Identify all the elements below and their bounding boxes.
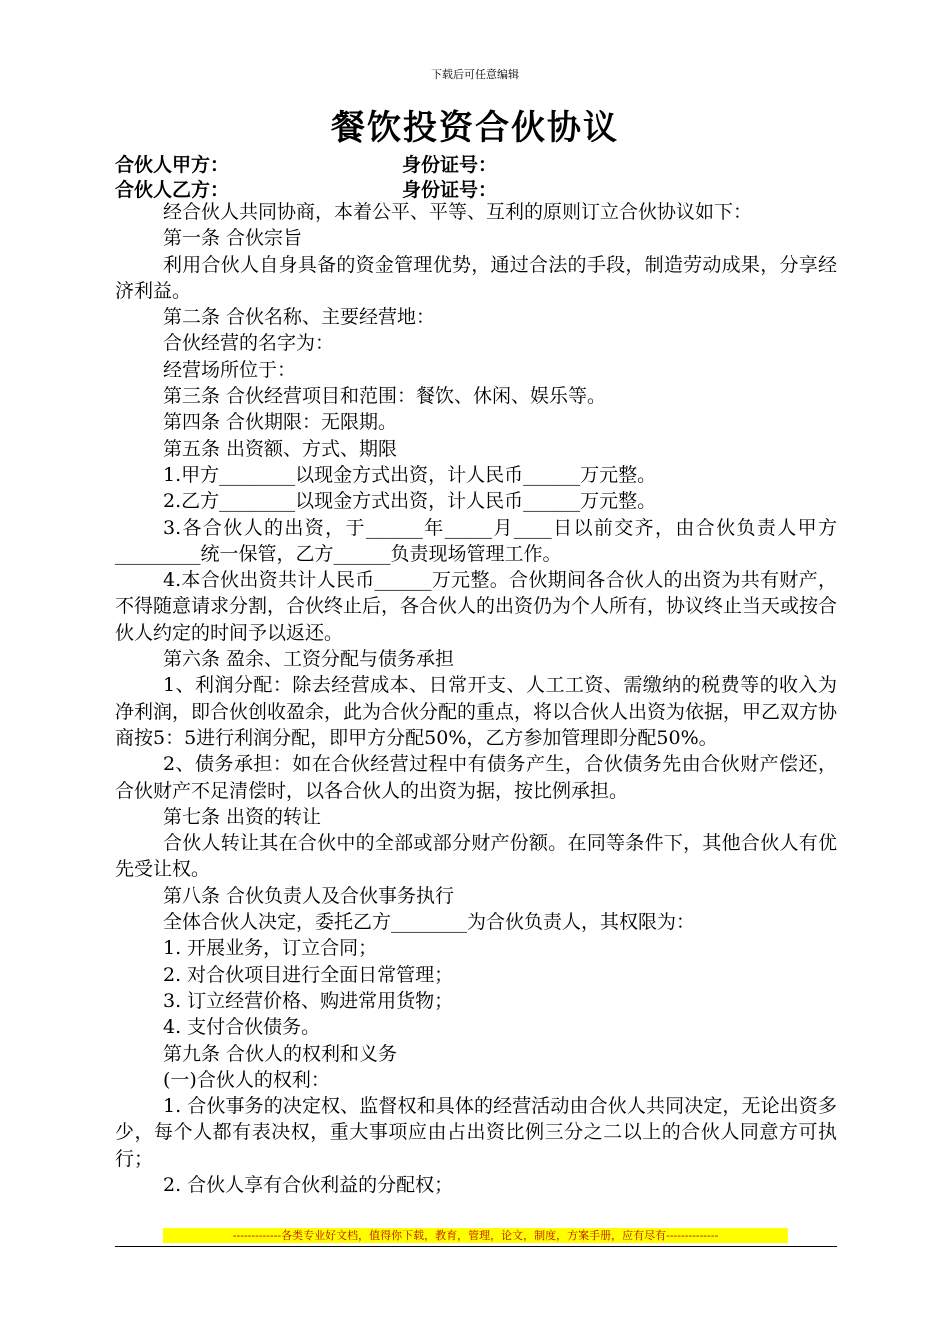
party-b-row (115, 175, 835, 200)
list-item: 1. 开展业务，订立合同； (163, 937, 378, 960)
article-paragraph: 利用合伙人自身具备的资金管理优势，通过合法的手段，制造劳动成果，分享经济利益。 (115, 253, 837, 302)
article-heading: 第一条 合伙宗旨 (163, 227, 303, 250)
article-heading: 第二条 合伙名称、主要经营地： (163, 306, 436, 329)
party-b-id-label: 身份证号： (402, 179, 498, 201)
clause-paragraph: 2.乙方________以现金方式出资，计人民币______万元整。 (163, 490, 657, 513)
clause-paragraph: 3.各合伙人的出资，于______年_____月____日以前交齐，由合伙负责人甲方_________统一保管，乙方______负责现场管理工作。 (115, 516, 837, 565)
clause-paragraph: 2、债务承担：如在合伙经营过程中有债务产生，合伙债务先由合伙财产偿还，合伙财产不足清偿时，以各合伙人的出资为据，按比例承担。 (115, 753, 837, 802)
clause-paragraph: 4.本合伙出资共计人民币______万元整。合伙期间各合伙人的出资为共有财产，不得随意请求分割，合伙终止后，各合伙人的出资仍为个人所有，协议终止当天或按合伙人约定的时间予以返还。 (115, 569, 838, 644)
sub-heading: (一)合伙人的权利： (163, 1068, 330, 1091)
article-heading: 第七条 出资的转让 (163, 805, 322, 828)
article-heading: 第四条 合伙期限：无限期。 (163, 411, 398, 434)
party-a-label: 合伙人甲方： (115, 154, 230, 176)
article-heading: 第三条 合伙经营项目和范围：餐饮、休闲、娱乐等。 (163, 385, 607, 408)
footer-divider (115, 1246, 837, 1247)
list-item: 2. 对合伙项目进行全面日常管理； (163, 963, 454, 986)
clause-paragraph: 2. 合伙人享有合伙利益的分配权； (163, 1173, 454, 1196)
article-heading: 第八条 合伙负责人及合伙事务执行 (163, 884, 455, 907)
agreement-body (115, 199, 837, 1198)
article-heading: 第五条 出资额、方式、期限 (163, 437, 398, 460)
parties-block (115, 150, 835, 200)
party-b-label: 合伙人乙方： (115, 179, 230, 201)
article-paragraph: 经营场所位于： (163, 358, 297, 381)
clause-paragraph: 合伙人转让其在合伙中的全部或部分财产份额。在同等条件下，其他合伙人有优先受让权。 (115, 832, 837, 881)
footer-banner: -------------各类专业好文档，值得你下载，教育，管理，论文，制度，方案手册，应有尽有-------------- (163, 1228, 788, 1243)
top-note: 下载后可任意编辑 (431, 68, 519, 81)
party-a-row (115, 150, 835, 175)
preamble-paragraph: 经合伙人共同协商，本着公平、平等、互利的原则订立合伙协议如下： (163, 201, 753, 223)
article-paragraph: 合伙经营的名字为： (163, 332, 335, 355)
document-title: 餐饮投资合伙协议 (331, 108, 619, 148)
clause-paragraph: 1、利润分配：除去经营成本、日常开支、人工工资、需缴纳的税费等的收入为净利润，即合伙创收盈余，此为合伙分配的重点，将以合伙人出资为依据，甲乙双方协商按5：5进行利润分配，即甲方分配50%，乙方参加管理即分配50%。 (115, 674, 838, 749)
list-item: 3. 订立经营价格、购进常用货物； (163, 989, 454, 1012)
clause-paragraph: 1. 合伙事务的决定权、监督权和具体的经营活动由合伙人共同决定，无论出资多少，每个人都有表决权，重大事项应由占出资比例三分之二以上的合伙人同意方可执行； (115, 1095, 837, 1170)
clause-paragraph: 1.甲方________以现金方式出资，计人民币______万元整。 (163, 463, 657, 486)
article-heading: 第九条 合伙人的权利和义务 (163, 1042, 398, 1065)
list-item: 4. 支付合伙债务。 (163, 1016, 321, 1039)
article-heading: 第六条 盈余、工资分配与债务承担 (163, 648, 455, 671)
party-a-id-label: 身份证号： (402, 154, 498, 176)
clause-paragraph: 全体合伙人决定，委托乙方________为合伙负责人，其权限为： (163, 911, 696, 934)
